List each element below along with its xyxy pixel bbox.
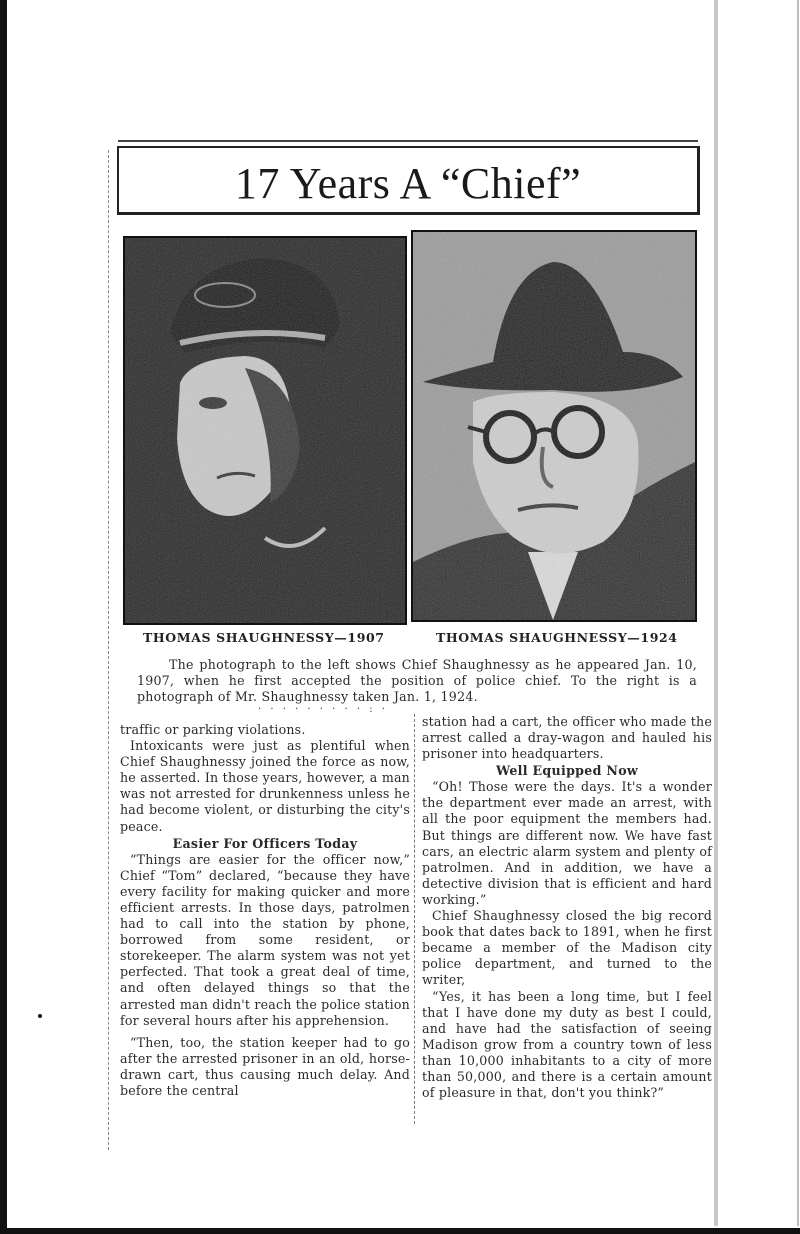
- paragraph: Intoxicants were just as plentiful when Chief Shaughnessy joined the force as now, he asserted. In those years, however, a man was not arrested for drunkenness unless he had become violent, or disturbing the city's peace.: [120, 738, 410, 834]
- paragraph: “Then, too, the station keeper had to go after the arrested prisoner in an old, horse-drawn cart, thus causing much delay. And before the central: [120, 1034, 410, 1098]
- intro-paragraph: [137, 657, 697, 705]
- scan-speck: [38, 1014, 42, 1018]
- scan-fold-line: [714, 0, 718, 1226]
- headline-top-rule: [118, 140, 698, 142]
- scan-right-edge: [797, 0, 799, 1226]
- photo-1924: [411, 230, 697, 622]
- photo-1907: [123, 236, 407, 625]
- article-column-right: [422, 714, 712, 1101]
- subhead-easier-for-officers: Easier For Officers Today: [172, 835, 358, 851]
- photo-caption-1924: THOMAS SHAUGHNESSY—1924: [436, 630, 678, 645]
- subhead-well-equipped: Well Equipped Now: [495, 763, 639, 779]
- paragraph: “Oh! Those were the days. It's a wonder the department ever made an arrest, with all the poor equipment the members had. But things are different now. We have fast cars, an electric alarm system and plenty of patrolmen. And in addition, we have a detective division that is efficient and hard working.”: [422, 779, 712, 907]
- clipping-left-border: [108, 150, 110, 1150]
- headline: 17 Years A “Chief”: [234, 158, 582, 208]
- print-specks: · · · · · · · · · : ·: [258, 704, 388, 715]
- paragraph: Chief Shaughnessy closed the big record book that dates back to 1891, when he first became a member of the Madison city police department, and turned to the writer,: [422, 908, 712, 988]
- portrait-uniform-cap-icon: [125, 238, 405, 623]
- paragraph: “Yes, it has been a long time, but I feel that I have done my duty as best I could, and have had the satisfaction of seeing Madison grow from a country town of less than 10,000 inhabitants to a city of more than 50,000, and there is a certain amount of pleasure in that, don't you think?”: [422, 988, 712, 1101]
- scan-left-edge: [0, 0, 7, 1234]
- portrait-fedora-glasses-icon: [413, 232, 695, 620]
- column-divider: [414, 714, 416, 1124]
- paragraph: “Things are easier for the officer now,” Chief “Tom” declared, “because they have every facility for making quicker and more efficient arrests. In those days, patrolmen had to call into the station by phone, borrowed from some resident, or storekeeper. The alarm system was not yet perfected. That took a great deal of time, and often delayed things so that the arrested man didn't reach the police station for several hours after his apprehension.: [120, 851, 410, 1028]
- paragraph: traffic or parking violations.: [120, 722, 306, 737]
- intro-text: The photograph to the left shows Chief Shaughnessy as he appeared Jan. 10, 1907, when he first accepted the position of police chief. To the right is a photograph of Mr. Shaughnessy taken Jan. 1, 1924.: [137, 657, 697, 704]
- paragraph: station had a cart, the officer who made the arrest called a dray-wagon and hauled his prisoner into headquarters.: [422, 714, 712, 762]
- article-column-left: [120, 722, 410, 1099]
- scan-bottom-edge: [0, 1228, 800, 1234]
- headline-box: [117, 146, 700, 215]
- photo-caption-1907: THOMAS SHAUGHNESSY—1907: [143, 630, 385, 645]
